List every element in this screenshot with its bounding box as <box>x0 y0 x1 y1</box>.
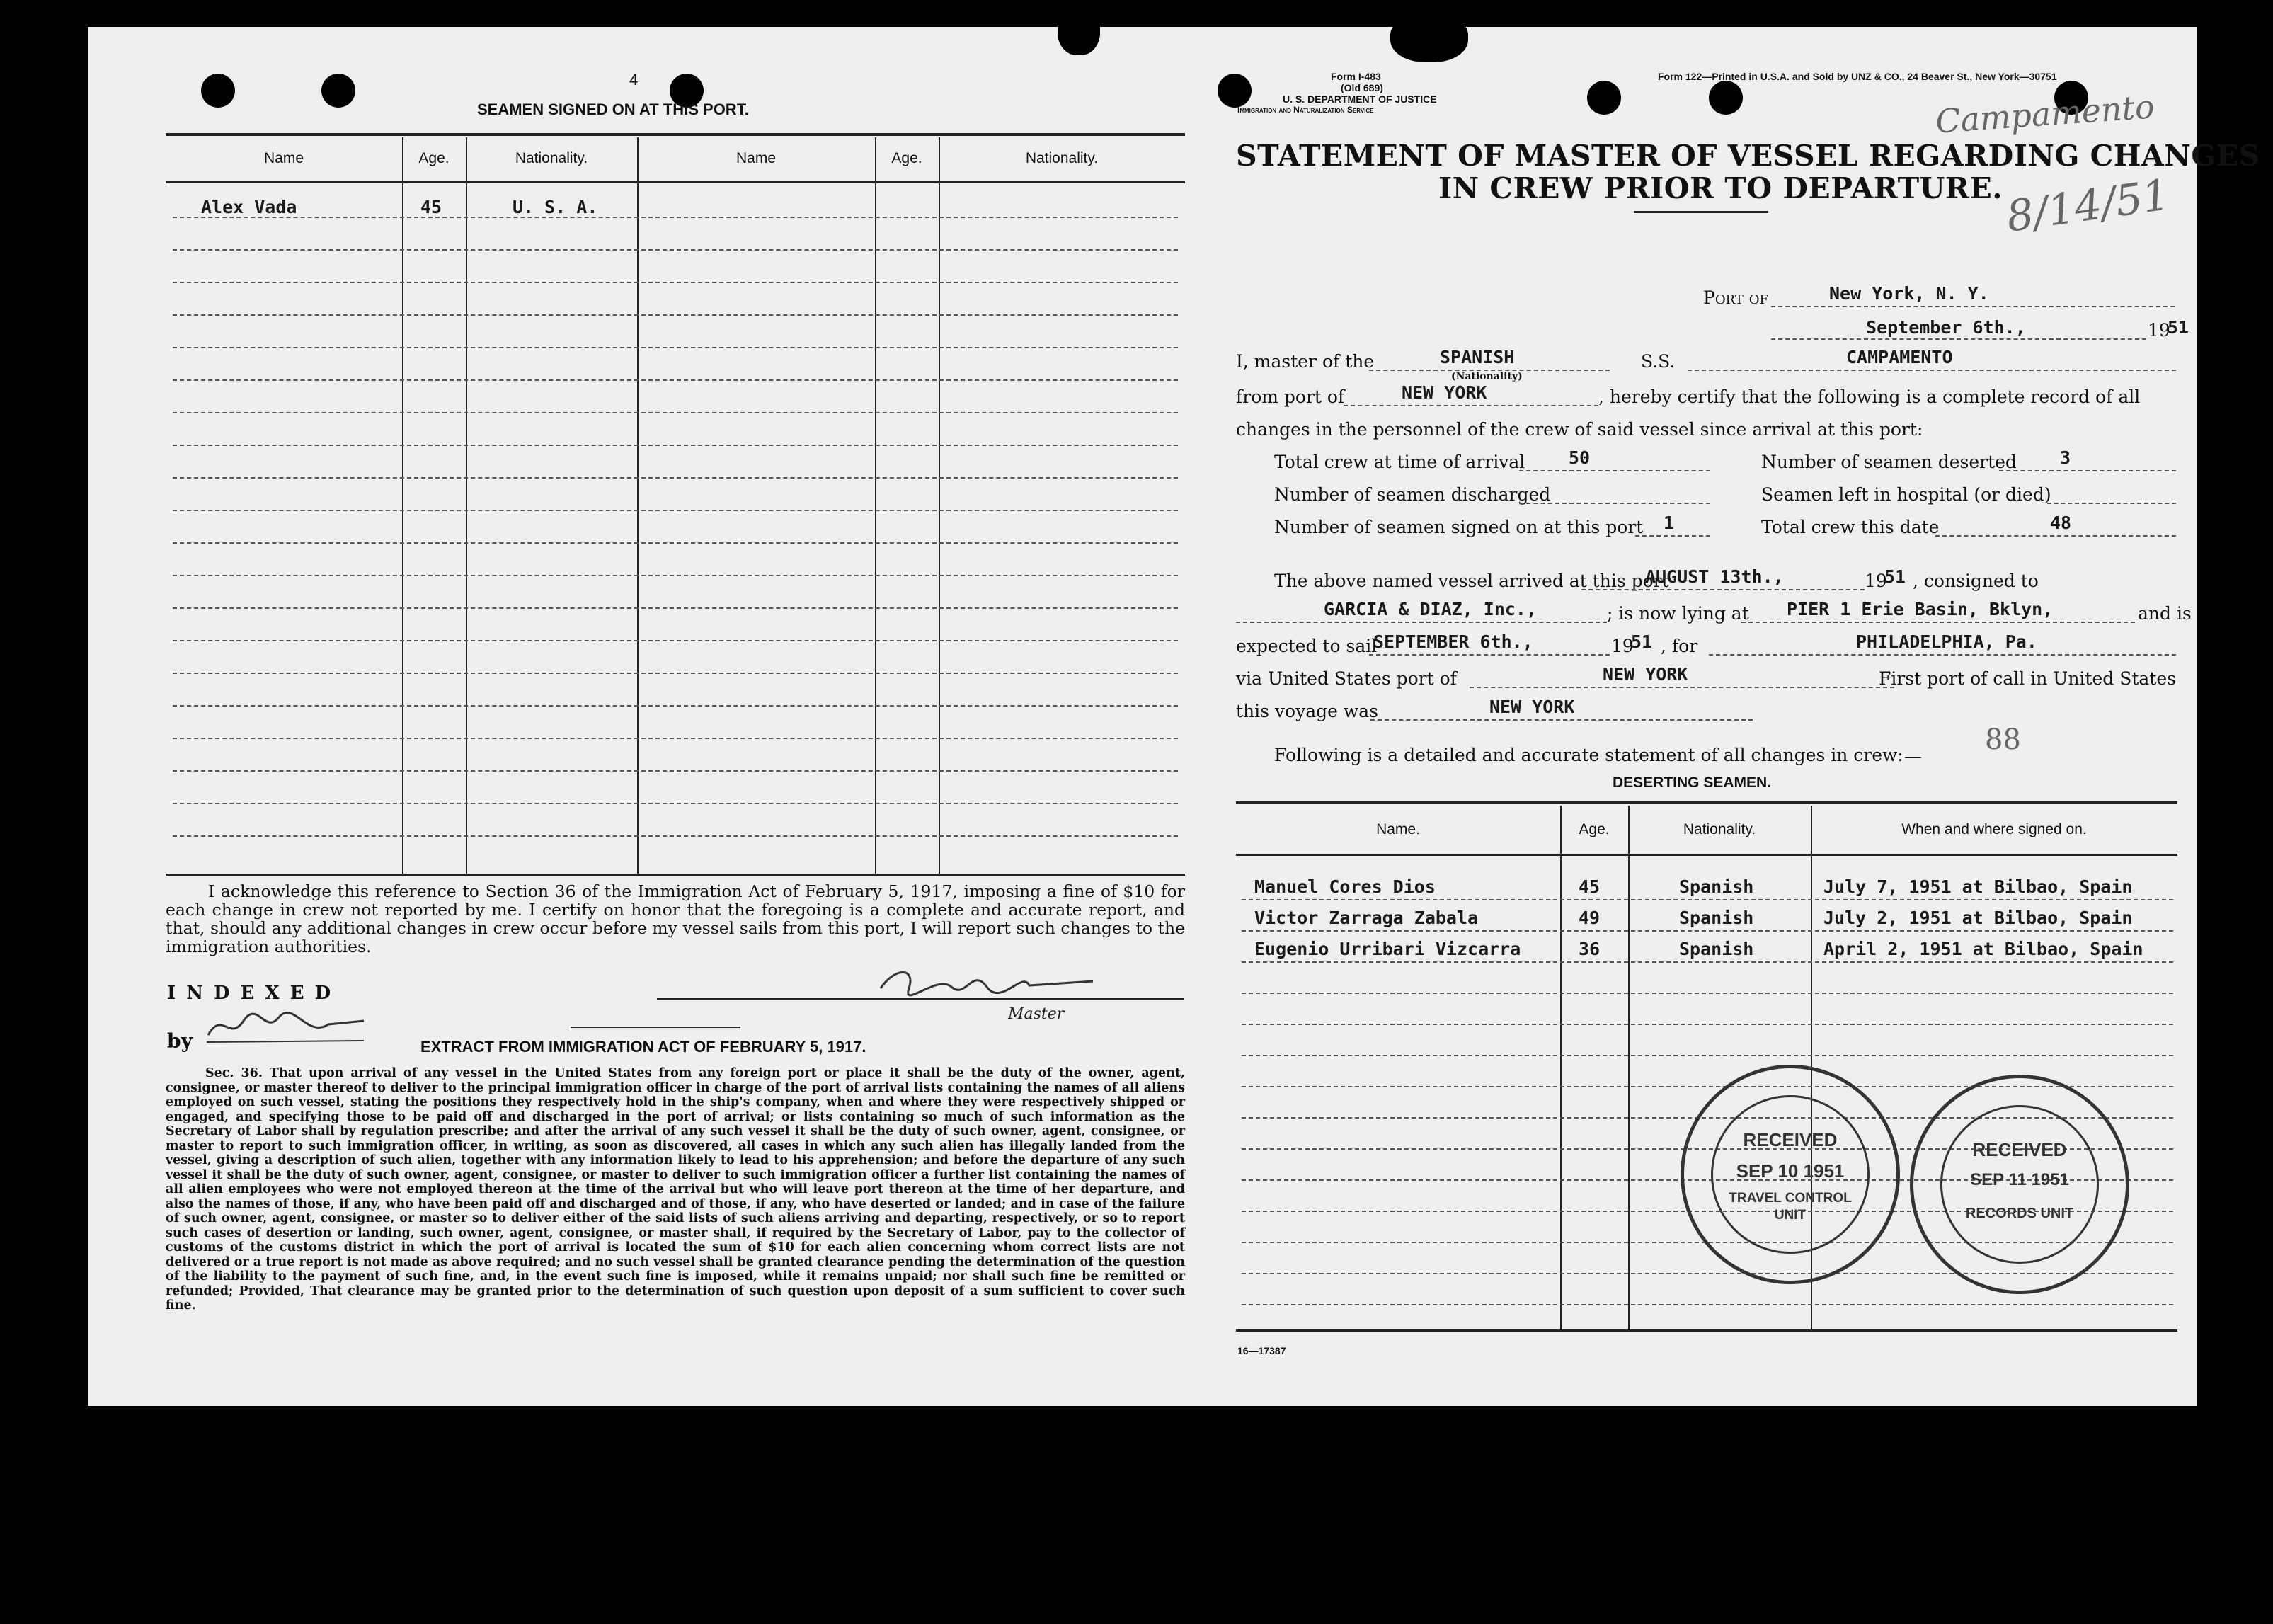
row-rule <box>173 282 1178 283</box>
voyage-label: this voyage was <box>1236 701 1379 721</box>
deserter-name: Victor Zarraga Zabala <box>1254 908 1479 928</box>
discharged-label: Number of seamen discharged <box>1274 484 1551 505</box>
handwritten-date: 8/14/51 <box>2003 170 2173 242</box>
indexed-label: I N D E X E D <box>167 983 333 1004</box>
deserter-age: 49 <box>1579 908 1601 928</box>
binder-hole <box>321 74 355 108</box>
year-prefix: 19 <box>2148 320 2170 341</box>
row-rule <box>173 705 1178 707</box>
form-old-number: (Old 689) <box>1341 82 1383 93</box>
desert-col-nationality: Nationality. <box>1683 821 1756 837</box>
row-rule <box>1242 1055 2173 1056</box>
changes-text: changes in the personnel of the crew of said vessel since arrival at this port: <box>1236 419 1923 440</box>
seaman-nationality: U. S. A. <box>513 197 598 217</box>
deserter-signed: July 2, 1951 at Bilbao, Spain <box>1823 908 2133 928</box>
form-title-line2: IN CREW PRIOR TO DEPARTURE. <box>1438 171 2003 205</box>
stamped-number: 88 <box>1985 724 2021 756</box>
col-header-nationality: Nationality. <box>515 150 588 166</box>
deserter-name: Manuel Cores Dios <box>1254 876 1436 897</box>
signed-on-value: 1 <box>1664 513 1675 533</box>
stamp-date: SEP 10 1951 <box>1736 1160 1845 1182</box>
lying-rule <box>1741 622 2135 623</box>
row-rule <box>173 770 1178 772</box>
stamp-received: RECEIVED <box>1743 1129 1838 1150</box>
deserter-nationality: Spanish <box>1679 908 1754 928</box>
row-rule <box>1242 899 2173 900</box>
col-sep <box>466 137 467 874</box>
consigned-label: , consigned to <box>1913 571 2039 591</box>
row-rule <box>173 607 1178 609</box>
row-rule <box>1242 993 2173 994</box>
total-crew-date-value: 48 <box>2050 513 2072 533</box>
col-sep <box>637 137 639 874</box>
master-of-label: I, master of the <box>1236 351 1375 372</box>
arrived-label: The above named vessel arrived at this port <box>1274 571 1669 591</box>
section-body: That upon arrival of any vessel in the United States from any foreign port or place it shall be the duty of the owner, agent, consignee, or master thereof to deliver to the principal immigration officer in charge of the port of arrival lists containing the names of all aliens employed on such vessel, stating the positions they respectively hold in the ship's company, when and where they were respectively shipped or engaged, and specifying those to be paid off and discharged in the port of arrival; or lists containing so much of such information as the Secretary of Labor shall by regulation prescribe; and after the arrival of any such vessel it shall be the duty of such owner, agent, consignee, or master to report to such immigration officer, in writing, as soon as discovered, all cases in which any such alien has illegally landed from the vessel, giving a description of such alien, together with any information likely to lead to his apprehension; and before the departure of any such vessel it shall be the duty of such owner, agent, consignee, or master to deliver to such immigration officer a further list containing the names of all alien employees who were not employed thereon at the time of the arrival but who will leave port thereon at the time of her departure, and also the names of those, if any, who have been paid off and discharged and of those, if any, who have deserted or landed; and in case of the failure of such owner, agent, consignee, or master so to deliver either of the said lists of such aliens arriving and departing, respectively, or so to report such cases of desertion or landing, such owner, agent, consignee, or master shall, if required by the Secretary of Labor, pay to the collector of customs of the customs district in which the port of arrival is located the sum of $10 for each alien concerning whom correct lists are not delivered or a true report is not made as above required; and no such vessel shall be granted clearance pending the determination of the question of the liability to the payment of such fine, and, in the event such fine is imposed, while it remains unpaid; nor shall such fine be remitted or refunded; Provided, That clearance may be granted prior to the determination of such question upon deposit of a sum sufficient to cover such fine. <box>166 1066 1185 1313</box>
service-name: Immigration and Naturalization Service <box>1237 105 1374 115</box>
expected-rule <box>1369 654 1610 656</box>
total-crew-date-label: Total crew this date <box>1761 517 1940 537</box>
form-title-line1: STATEMENT OF MASTER OF VESSEL REGARDING CHANGES <box>1236 139 2260 173</box>
arrived-year: 51 <box>1884 566 1906 587</box>
title-underline <box>1634 211 1768 213</box>
form-number: Form I-483 <box>1331 71 1381 82</box>
following-text: Following is a detailed and accurate statement of all changes in crew: <box>1274 745 1903 765</box>
row-rule <box>1242 1304 2173 1305</box>
row-rule <box>173 412 1178 413</box>
vessel-value: CAMPAMENTO <box>1846 347 1953 367</box>
row-rule <box>173 542 1178 544</box>
received-stamp-records <box>1910 1075 2129 1294</box>
hospital-label: Seamen left in hospital (or died) <box>1761 484 2051 505</box>
signed-on-rule <box>1635 535 1710 537</box>
date-rule <box>1771 338 2146 340</box>
col-header-nationality: Nationality. <box>1025 150 1099 166</box>
deserter-nationality: Spanish <box>1679 939 1754 959</box>
handwritten-vessel-name: Campamento <box>1934 87 2156 141</box>
col-sep <box>939 137 940 874</box>
binder-hole <box>1709 81 1743 115</box>
arrived-rule <box>1581 589 1865 590</box>
table-bottom-rule <box>166 874 1185 876</box>
binder-hole <box>201 74 235 108</box>
seaman-age: 45 <box>420 197 442 217</box>
row-rule <box>173 803 1178 804</box>
row-rule <box>173 738 1178 739</box>
master-signature <box>866 960 1107 1002</box>
deserted-label: Number of seamen deserted <box>1761 452 2017 472</box>
col-sep <box>1628 806 1630 1329</box>
col-sep <box>875 137 876 874</box>
deserter-name: Eugenio Urribari Vizcarra <box>1254 939 1521 959</box>
total-crew-date-rule <box>1935 535 2176 537</box>
stamp-unit: RECORDS UNIT <box>1965 1206 2074 1221</box>
desert-col-age: Age. <box>1579 821 1610 837</box>
desert-col-signed: When and where signed on. <box>1901 821 2087 837</box>
date-value: September 6th., <box>1866 317 2026 338</box>
stamp-received: RECEIVED <box>1972 1139 2067 1160</box>
ss-label: S.S. <box>1641 351 1676 372</box>
deserter-age: 45 <box>1579 876 1601 897</box>
row-rule <box>173 575 1178 576</box>
total-crew-arrival-rule <box>1519 470 1710 471</box>
lying-value: PIER 1 Erie Basin, Bklyn, <box>1787 599 2054 619</box>
consignee-rule <box>1236 622 1607 623</box>
nationality-caption: (Nationality) <box>1451 371 1523 382</box>
via-port: NEW YORK <box>1603 664 1688 685</box>
row-rule <box>173 640 1178 641</box>
row-rule <box>173 379 1178 381</box>
left-title: SEAMEN SIGNED ON AT THIS PORT. <box>477 101 749 118</box>
stamp-date: SEP 11 1951 <box>1970 1170 2069 1189</box>
document-sheet <box>88 27 2260 1406</box>
col-header-name: Name <box>263 150 304 166</box>
torn-edge <box>1390 13 1468 62</box>
expected-year-prefix: 19 <box>1611 636 1634 656</box>
section-36-text <box>166 1066 1185 1313</box>
deserted-rule <box>1999 470 2176 471</box>
first-call-label: First port of call in United States <box>1879 668 2176 689</box>
from-port-value: NEW YORK <box>1402 382 1487 403</box>
deserting-title: DESERTING SEAMEN. <box>1613 774 1772 791</box>
deserter-signed: July 7, 1951 at Bilbao, Spain <box>1823 876 2133 897</box>
col-sep <box>402 137 403 874</box>
binder-hole <box>1587 81 1621 115</box>
desert-table-bottom <box>1236 1329 2177 1332</box>
seaman-name: Alex Vada <box>201 197 297 217</box>
from-port-label: from port of <box>1236 387 1345 407</box>
master-label: Master <box>1008 1005 1065 1023</box>
via-label: via United States port of <box>1236 668 1457 689</box>
port-of-label: Port of <box>1703 287 1769 308</box>
consignee-value: GARCIA & DIAZ, Inc., <box>1324 599 1538 619</box>
col-header-name: Name <box>735 150 777 166</box>
signed-on-label: Number of seamen signed on at this port <box>1274 517 1644 537</box>
via-rule <box>1470 687 1894 688</box>
row-rule <box>173 347 1178 348</box>
row-rule <box>173 445 1178 446</box>
port-of-value: New York, N. Y. <box>1829 283 1989 304</box>
acknowledgment-text: I acknowledge this reference to Section 36 of the Immigration Act of February 5, 1917, imposing a fine of $10 for each change in crew not reported by me. I certify on honor that the foregoing is a complete and accurate report, and that, should any additional changes in crew occur before my vessel sails from this port, I will report such changes to the immigration authorities. <box>166 881 1185 956</box>
and-is-text: and is <box>2138 603 2192 624</box>
port-of-rule <box>1771 306 2175 307</box>
from-port-rule <box>1344 405 1598 406</box>
deserter-signed: April 2, 1951 at Bilbao, Spain <box>1823 939 2143 959</box>
extract-title: EXTRACT FROM IMMIGRATION ACT OF FEBRUARY 5, 1917. <box>420 1038 866 1056</box>
footer-code: 16—17387 <box>1237 1345 1286 1356</box>
binder-hole <box>1218 74 1252 108</box>
year-value: 51 <box>2168 317 2189 338</box>
row-rule <box>1242 930 2173 932</box>
voyage-rule <box>1370 719 1753 721</box>
deserter-nationality: Spanish <box>1679 876 1754 897</box>
vessel-rule <box>1688 370 2176 371</box>
expected-date: SEPTEMBER 6th., <box>1373 631 1533 652</box>
received-stamp-travel-control <box>1681 1065 1900 1284</box>
for-label: , for <box>1661 636 1698 656</box>
department-name: U. S. DEPARTMENT OF JUSTICE <box>1283 93 1437 105</box>
row-rule <box>1242 1024 2173 1025</box>
row-rule <box>173 314 1178 316</box>
hospital-rule <box>2047 503 2176 504</box>
total-crew-arrival-value: 50 <box>1569 447 1591 468</box>
arrived-year-prefix: 19 <box>1865 571 1887 591</box>
col-header-age: Age. <box>418 150 450 166</box>
expected-year: 51 <box>1631 631 1653 652</box>
indexed-initials-signature <box>201 1007 371 1049</box>
stamp-unit: TRAVEL CONTROL UNIT <box>1729 1191 1852 1223</box>
table-header-rule <box>166 181 1185 183</box>
discharged-rule <box>1519 503 1710 504</box>
destination-rule <box>1709 654 2176 656</box>
torn-edge <box>1058 6 1100 55</box>
dash-mark: — <box>1904 746 1922 767</box>
row-rule <box>173 835 1178 837</box>
arrived-date: AUGUST 13th., <box>1645 566 1784 587</box>
section-label: Sec. 36. <box>205 1066 263 1080</box>
certify-text: , hereby certify that the following is a complete record of all <box>1598 387 2141 407</box>
row-rule <box>173 477 1178 479</box>
deserted-value: 3 <box>2060 447 2071 468</box>
extract-rule <box>571 1027 740 1028</box>
nationality-value: SPANISH <box>1440 347 1515 367</box>
col-sep <box>1560 806 1562 1329</box>
desert-table-header-rule <box>1236 854 2177 856</box>
by-label: by <box>167 1029 193 1053</box>
desert-col-name: Name. <box>1376 821 1420 837</box>
deserter-age: 36 <box>1579 939 1601 959</box>
voyage-port: NEW YORK <box>1489 697 1575 717</box>
row-rule <box>173 217 1178 218</box>
row-rule <box>1242 961 2173 963</box>
row-rule <box>173 249 1178 251</box>
destination-value: PHILADELPHIA, Pa. <box>1856 631 2037 652</box>
expected-label: expected to sail <box>1236 636 1378 656</box>
table-top-rule <box>166 133 1185 136</box>
desert-table-top <box>1236 801 2177 804</box>
row-rule <box>173 510 1178 511</box>
lying-label: ; is now lying at <box>1607 603 1749 624</box>
row-rule <box>173 673 1178 674</box>
total-crew-arrival-label: Total crew at time of arrival <box>1274 452 1525 472</box>
page-number: 4 <box>629 71 639 88</box>
printer-line: Form 122—Printed in U.S.A. and Sold by UNZ & CO., 24 Beaver St., New York—30751 <box>1658 71 2057 82</box>
col-header-age: Age. <box>891 150 922 166</box>
